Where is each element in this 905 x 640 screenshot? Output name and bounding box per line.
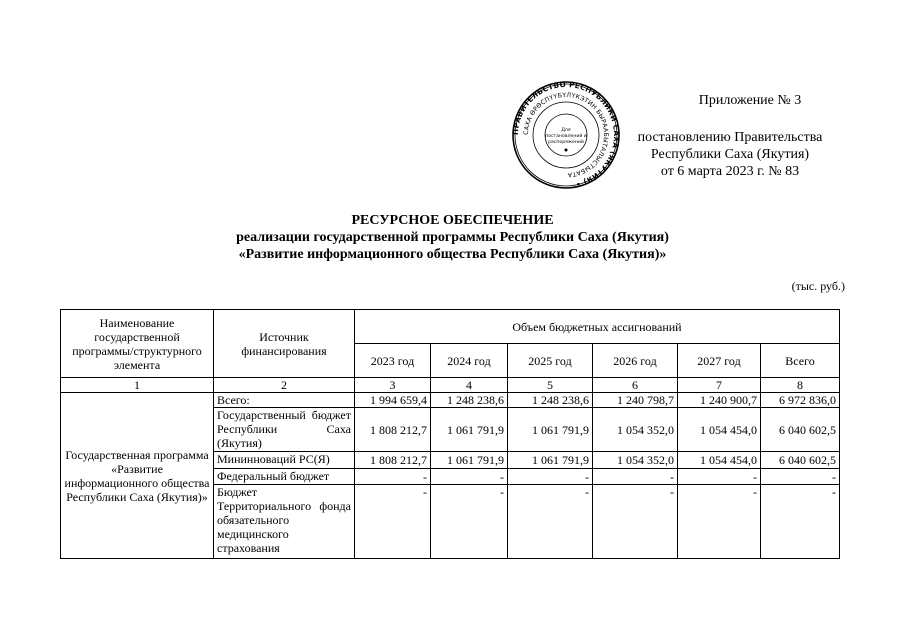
appendix-number: Приложение № 3 — [698, 93, 802, 108]
value-cell: - — [355, 485, 431, 559]
appendix-header — [620, 92, 840, 180]
col-number: 3 — [355, 378, 431, 393]
col-number: 5 — [508, 378, 593, 393]
unit-label: (тыс. руб.) — [791, 279, 845, 293]
year-header: 2026 год — [593, 344, 678, 378]
appendix-line-3: Республики Саха (Якутия) — [650, 147, 810, 162]
appendix-line-4: от 6 марта 2023 г. № 83 — [660, 164, 800, 179]
svg-text:распоряжений: распоряжений — [548, 140, 584, 145]
value-cell: 1 248 238,6 — [431, 393, 508, 408]
year-header: 2027 год — [678, 344, 761, 378]
title-line-3: «Развитие информационного общества Республики Саха (Якутия)» — [238, 247, 667, 262]
value-cell: - — [508, 469, 593, 485]
value-cell: 1 240 798,7 — [593, 393, 678, 408]
value-cell: 1 240 900,7 — [678, 393, 761, 408]
value-cell: - — [431, 469, 508, 485]
year-header: 2023 год — [355, 344, 431, 378]
value-cell: - — [593, 485, 678, 559]
col-number: 1 — [61, 378, 214, 393]
value-cell: 1 808 212,7 — [355, 452, 431, 469]
year-header: 2025 год — [508, 344, 593, 378]
svg-text:постановлений и: постановлений и — [545, 134, 587, 139]
col-number: 2 — [214, 378, 355, 393]
svg-text:САХА ӨРӨСПҮҮБҮЛҮКЭТИН БЫРААБЫТ: САХА ӨРӨСПҮҮБҮЛҮКЭТИН БЫРААБЫТАЛЫСТЫБАТА — [522, 91, 610, 179]
source-cell: Всего: — [214, 393, 355, 408]
table-row — [61, 393, 840, 408]
official-seal — [511, 80, 621, 190]
value-cell: 1 054 352,0 — [593, 408, 678, 452]
value-cell: 1 061 791,9 — [431, 408, 508, 452]
value-cell: 1 248 238,6 — [508, 393, 593, 408]
source-cell: Мининноваций РС(Я) — [214, 452, 355, 469]
appendix-line-2: постановлению Правительства — [637, 130, 823, 145]
value-cell: 1 061 791,9 — [431, 452, 508, 469]
value-cell: - — [761, 469, 840, 485]
title-line-2: реализации государственной программы Республики Саха (Якутия) — [236, 230, 669, 245]
value-cell: 6 040 602,5 — [761, 452, 840, 469]
value-cell: 1 808 212,7 — [355, 408, 431, 452]
value-cell: - — [761, 485, 840, 559]
source-cell: Государственный бюджет Республики Саха (Якутия) — [214, 408, 355, 452]
value-cell: - — [431, 485, 508, 559]
value-cell: 1 061 791,9 — [508, 408, 593, 452]
col-number: 8 — [761, 378, 840, 393]
value-cell: 1 054 454,0 — [678, 452, 761, 469]
program-name: Государственная программа «Развитие информационного общества Республики Саха (Якутия)» — [61, 393, 214, 559]
col-number: 7 — [678, 378, 761, 393]
value-cell: 1 054 352,0 — [593, 452, 678, 469]
title-line-1: РЕСУРСНОЕ ОБЕСПЕЧЕНИЕ — [351, 213, 554, 228]
value-cell: - — [593, 469, 678, 485]
resource-table — [60, 309, 840, 559]
value-cell: - — [678, 469, 761, 485]
col-number: 6 — [593, 378, 678, 393]
value-cell: - — [678, 485, 761, 559]
col-header-volume: Объем бюджетных ассигнований — [355, 310, 840, 344]
year-header: 2024 год — [431, 344, 508, 378]
total-header: Всего — [761, 344, 840, 378]
value-cell: 6 972 836,0 — [761, 393, 840, 408]
value-cell: 1 054 454,0 — [678, 408, 761, 452]
value-cell: 1 994 659,4 — [355, 393, 431, 408]
svg-text:ПРАВИТЕЛЬСТВО РЕСПУБЛИКИ САХА: ПРАВИТЕЛЬСТВО РЕСПУБЛИКИ САХА (ЯКУТИЯ) • — [511, 80, 621, 189]
value-cell: 1 061 791,9 — [508, 452, 593, 469]
col-number: 4 — [431, 378, 508, 393]
col-header-name: Наименование государственной программы/структурного элемента — [61, 310, 214, 378]
source-cell: Федеральный бюджет — [214, 469, 355, 485]
source-cell: Бюджет Территориального фонда обязательного медицинского страхования — [214, 485, 355, 559]
col-header-source: Источник финансирования — [214, 310, 355, 378]
value-cell: 6 040 602,5 — [761, 408, 840, 452]
svg-text:Для: Для — [561, 128, 571, 133]
value-cell: - — [355, 469, 431, 485]
value-cell: - — [508, 485, 593, 559]
